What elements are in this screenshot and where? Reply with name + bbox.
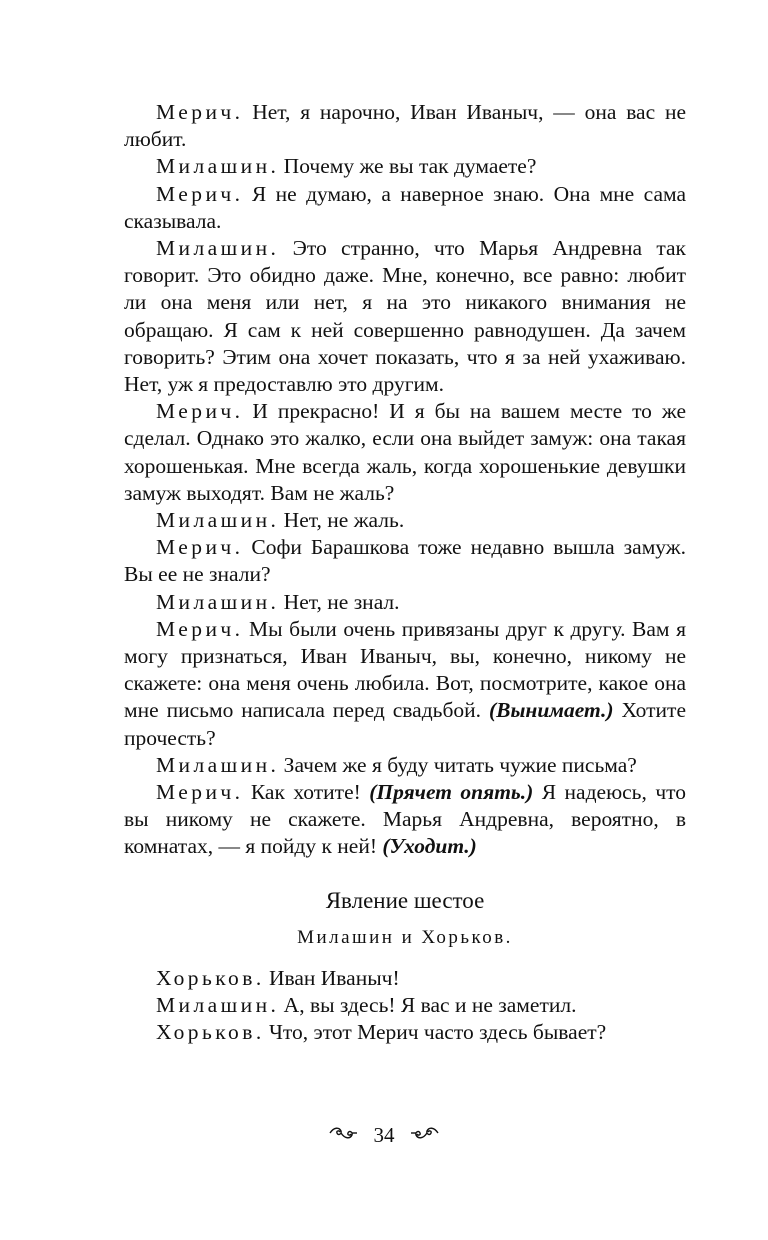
dialogue-line	[124, 1019, 686, 1046]
dialogue-line	[124, 507, 686, 534]
dialogue-line	[124, 616, 686, 752]
line-text: Софи Барашкова тоже недавно вышла замуж. Вы ее не знали?	[124, 535, 686, 587]
dialogue-line	[124, 779, 686, 861]
dialogue-line	[124, 534, 686, 588]
speaker-name: Мерич.	[156, 181, 244, 206]
line-text: Хотите прочесть?	[124, 698, 686, 750]
dialogue-line	[124, 589, 686, 616]
speaker-name: Милашин.	[156, 154, 280, 179]
ornament-left-icon	[328, 1123, 358, 1148]
page-number: 34	[373, 1122, 395, 1147]
line-text: Мы были очень привязаны друг к другу. Вам я могу признаться, Иван Иваныч, вы, конечно, никому не скажете: она меня очень любила. Вот, посмотрите, какое она мне письмо написала перед свадьбой.	[124, 616, 686, 723]
stage-direction: (Прячет опять.)	[369, 780, 534, 805]
speaker-name: Милашин.	[156, 508, 280, 533]
speaker-name: Мерич.	[156, 535, 244, 560]
speaker-name: Хорьков.	[156, 1020, 265, 1045]
speaker-name: Милашин.	[156, 589, 280, 614]
speaker-name: Милашин.	[156, 236, 280, 261]
speaker-name: Мерич.	[156, 399, 244, 424]
speaker-name: Хорьков.	[156, 965, 265, 990]
speaker-name: Мерич.	[156, 616, 244, 641]
ornament-right-icon	[410, 1123, 440, 1148]
line-text: Нет, не жаль.	[278, 508, 405, 533]
scene-cast: Милашин и Хорьков.	[297, 926, 513, 948]
line-text: Это странно, что Марья Андревна так говорит. Это обидно даже. Мне, конечно, все равно: любит ли она меня или нет, я на это никакого внимания не обращаю. Я сам к ней совершенно равнодушен. Да зачем говорить? Этим она хочет показать, что я за ней ухаживаю. Нет, уж я предоставлю это другим.	[124, 236, 686, 397]
stage-direction: (Вынимает.)	[488, 698, 614, 723]
line-text: А, вы здесь! Я вас и не заметил.	[278, 992, 577, 1017]
page-footer	[0, 1121, 768, 1148]
speaker-name: Мерич.	[156, 780, 244, 805]
line-text: Нет, не знал.	[278, 589, 400, 614]
line-text: Я не думаю, а наверное знаю. Она мне сама сказывала.	[124, 181, 686, 233]
dialogue-line	[124, 153, 686, 180]
speaker-name: Милашин.	[156, 752, 280, 777]
dialogue-line	[124, 235, 686, 398]
stage-direction: (Уходит.)	[382, 834, 477, 859]
dialogue-line	[124, 752, 686, 779]
dialogue-line	[124, 965, 686, 992]
line-text: Что, этот Мерич часто здесь бывает?	[263, 1020, 607, 1045]
dialogue-line	[124, 992, 686, 1019]
line-text: Нет, я нарочно, Иван Иваныч, — она вас не любит.	[124, 100, 686, 152]
page-body	[124, 99, 686, 1046]
dialogue-line	[124, 398, 686, 507]
dialogue-line	[124, 181, 686, 235]
line-text: И прекрасно! И я бы на вашем месте то же сделал. Однако это жалко, если она выйдет замуж: она такая хорошенькая. Мне всегда жаль, когда хорошенькие девушки замуж выходят. Вам не жаль?	[124, 399, 686, 505]
line-text: Я надеюсь, что вы никому не скажете. Марья Андревна, вероятно, в комнатах, — я пойду к ней!	[124, 780, 686, 859]
speaker-name: Милашин.	[156, 992, 280, 1017]
line-text: Зачем же я буду читать чужие письма?	[278, 752, 637, 777]
dialogue-line	[124, 99, 686, 153]
line-text: Как хотите!	[242, 780, 370, 805]
scene-title: Явление шестое	[325, 887, 485, 913]
line-text: Иван Иваныч!	[263, 965, 400, 990]
line-text: Почему же вы так думаете?	[278, 154, 537, 179]
speaker-name: Мерич.	[156, 100, 244, 124]
